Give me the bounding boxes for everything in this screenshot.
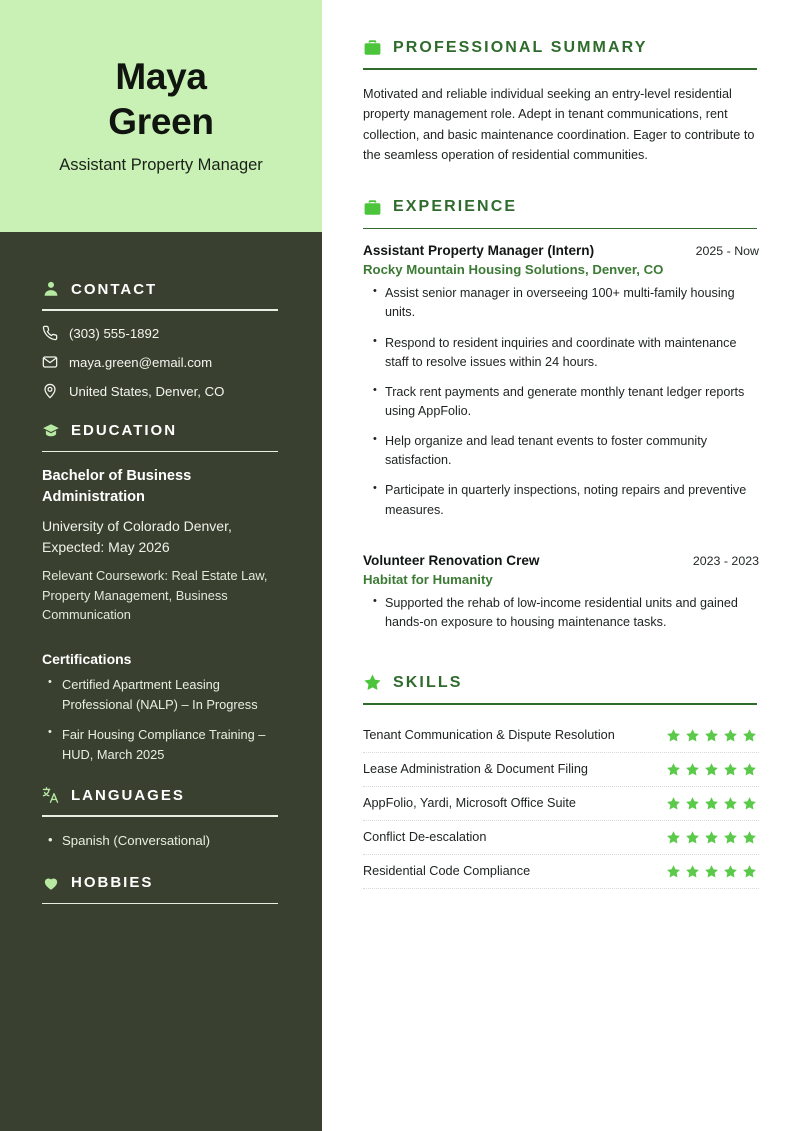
job-role: Assistant Property Manager (Intern) (363, 243, 595, 259)
list-item: • Supported the rehab of low-income residential units and gained hands-on exposure to housing maintenance tasks. (385, 594, 759, 632)
star-icon (666, 728, 681, 743)
star-icon (685, 728, 700, 743)
list-item: • Assist senior manager in overseeing 100+ multi-family housing units. (385, 284, 759, 322)
skill-row (363, 787, 759, 821)
experience-entry (363, 553, 759, 632)
star-icon (704, 796, 719, 811)
certifications-list (42, 675, 280, 765)
star-icon (363, 673, 382, 692)
skill-rating (666, 762, 759, 777)
spacer (363, 168, 759, 198)
location-value: United States, Denver, CO (69, 383, 225, 399)
skill-rating (666, 830, 759, 845)
skill-name: Lease Administration & Document Filing (363, 762, 588, 776)
skill-row (363, 855, 759, 889)
education-title: EDUCATION (71, 422, 178, 440)
job-dates: 2025 - Now (695, 244, 759, 259)
spacer (363, 643, 759, 673)
contact-location[interactable] (42, 383, 280, 400)
skill-row (363, 821, 759, 855)
star-icon (666, 796, 681, 811)
skill-row (363, 753, 759, 787)
job-company: Rocky Mountain Housing Solutions, Denver, CO (363, 262, 664, 278)
contact-title: CONTACT (71, 280, 158, 298)
contact-heading (42, 280, 280, 298)
sidebar (0, 0, 322, 1131)
job-bullets (363, 594, 759, 632)
page-title (108, 54, 213, 144)
spacer (363, 531, 759, 553)
star-icon (685, 762, 700, 777)
star-icon (742, 796, 757, 811)
job-bullets (363, 284, 759, 519)
graduation-cap-icon (42, 422, 60, 440)
hobbies-title: HOBBIES (71, 874, 154, 892)
contact-divider (42, 309, 278, 311)
skill-name: AppFolio, Yardi, Microsoft Office Suite (363, 796, 576, 810)
summary-text: Motivated and reliable individual seeking an entry-level residential property management role. Adept in tenant communications, rent collection, and basic maintenance coordination. Eager to contribute to the seamless operation of residential communities. (363, 86, 755, 163)
star-icon (704, 830, 719, 845)
star-icon (742, 864, 757, 879)
languages-list (42, 831, 280, 852)
star-icon (666, 830, 681, 845)
star-icon (723, 830, 738, 845)
briefcase-icon (363, 198, 382, 217)
list-item: • Spanish (Conversational) (62, 831, 280, 852)
mail-icon (42, 354, 58, 370)
languages-divider (42, 815, 278, 817)
job-header (363, 553, 759, 568)
job-role: Volunteer Renovation Crew (363, 552, 540, 568)
summary-title: PROFESSIONAL SUMMARY (393, 38, 648, 56)
list-item: • Fair Housing Compliance Training – HUD, March 2025 (62, 725, 280, 765)
list-item: • Help organize and lead tenant events to foster community satisfaction. (385, 432, 759, 470)
skills-title: SKILLS (393, 673, 463, 691)
section-hobbies (42, 874, 280, 905)
section-contact (42, 280, 280, 400)
phone-icon (42, 325, 58, 341)
experience-divider (363, 228, 757, 230)
experience-entry (363, 243, 759, 519)
job-title: Assistant Property Manager (59, 156, 263, 175)
job-dates: 2023 - 2023 (692, 553, 759, 568)
skill-rating (666, 796, 759, 811)
phone-value: (303) 555-1892 (69, 325, 160, 341)
name-header (0, 0, 322, 232)
star-icon (723, 796, 738, 811)
section-professional-summary (363, 38, 759, 166)
star-icon (704, 762, 719, 777)
education-heading (42, 422, 280, 440)
education-degree: Bachelor of Business Administration (42, 468, 192, 506)
skill-row (363, 719, 759, 753)
skill-rating (666, 864, 759, 879)
heart-icon (42, 874, 60, 892)
section-languages (42, 786, 280, 851)
first-name: Maya (115, 55, 207, 97)
job-header (363, 243, 759, 258)
skills-heading (363, 673, 759, 692)
section-education (42, 422, 280, 765)
star-icon (723, 762, 738, 777)
star-icon (685, 864, 700, 879)
star-icon (742, 762, 757, 777)
star-icon (704, 728, 719, 743)
education-coursework: Relevant Coursework: Real Estate Law, Property Management, Business Communication (42, 568, 268, 623)
skill-rating (666, 728, 759, 743)
sidebar-body (0, 232, 322, 948)
languages-heading (42, 786, 280, 804)
star-icon (666, 762, 681, 777)
last-name: Green (108, 101, 214, 143)
star-icon (742, 830, 757, 845)
star-icon (685, 796, 700, 811)
section-experience (363, 198, 759, 632)
main-column (363, 0, 759, 891)
skills-divider (363, 703, 757, 705)
list-item: • Respond to resident inquiries and coordinate with maintenance staff to resolve issues within 24 hours. (385, 334, 759, 372)
list-item: • Track rent payments and generate monthly tenant ledger reports using AppFolio. (385, 383, 759, 421)
star-icon (704, 864, 719, 879)
email-value: maya.green@email.com (69, 354, 213, 370)
summary-divider (363, 68, 757, 70)
certifications-title: Certifications (42, 650, 132, 667)
hobbies-heading (42, 874, 280, 892)
briefcase-icon (363, 38, 382, 57)
translate-icon (42, 786, 60, 804)
hobbies-divider (42, 903, 278, 905)
star-icon (666, 864, 681, 879)
education-school: University of Colorado Denver, Expected: May 2026 (42, 517, 232, 555)
languages-title: LANGUAGES (71, 786, 185, 804)
experience-heading (363, 198, 759, 217)
star-icon (742, 728, 757, 743)
experience-title: EXPERIENCE (393, 198, 518, 216)
star-icon (723, 864, 738, 879)
star-icon (685, 830, 700, 845)
skill-name: Tenant Communication & Dispute Resolution (363, 728, 615, 742)
person-icon (42, 280, 60, 298)
section-skills (363, 673, 759, 889)
contact-email[interactable] (42, 354, 280, 371)
job-company: Habitat for Humanity (363, 571, 493, 587)
list-item: • Participate in quarterly inspections, noting repairs and preventive measures. (385, 481, 759, 519)
location-pin-icon (42, 383, 58, 399)
summary-heading (363, 38, 759, 57)
skill-name: Conflict De-escalation (363, 830, 487, 844)
contact-phone[interactable] (42, 325, 280, 342)
skill-name: Residential Code Compliance (363, 864, 531, 878)
star-icon (723, 728, 738, 743)
list-item: • Certified Apartment Leasing Professional (NALP) – In Progress (62, 675, 280, 715)
education-divider (42, 451, 278, 453)
